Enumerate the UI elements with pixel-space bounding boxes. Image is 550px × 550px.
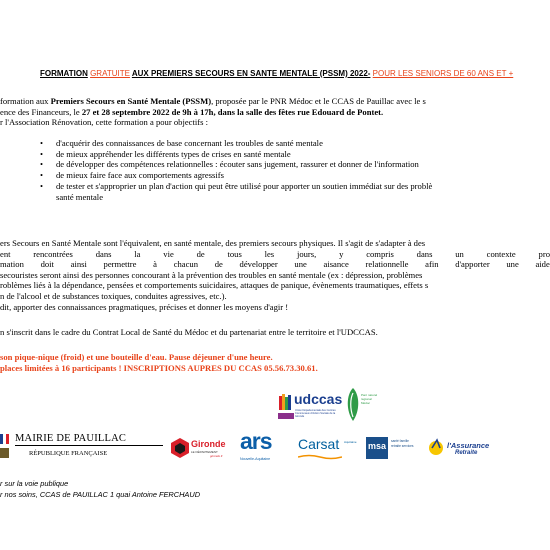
carsat-subtitle: Aquitaine xyxy=(344,440,357,444)
list-item xyxy=(0,181,550,192)
pnr-medoc-logo xyxy=(344,387,380,427)
body-word: dans xyxy=(416,248,433,259)
list-item xyxy=(0,138,550,149)
marianne-logo xyxy=(0,432,9,460)
body-line-justified xyxy=(0,249,550,260)
list-item-text: de développer des compétences relationnelles : écouter sans jugement, rassurer et donner de l'information xyxy=(56,159,419,170)
body-word: de xyxy=(196,248,205,259)
body-word: de xyxy=(214,259,223,270)
body-line: n s'inscrit dans le cadre du Contrat Local de Santé du Médoc et du partenariat entre le territoire et l'UDCCAS. xyxy=(0,327,378,337)
assurance-retraite-icon xyxy=(428,436,448,458)
body-word: vie xyxy=(163,248,174,259)
body-word: permettre xyxy=(103,259,137,270)
title-formation: FORMATION xyxy=(40,69,88,78)
carsat-wave-icon xyxy=(298,454,342,460)
body-word: compris xyxy=(366,248,394,259)
udccas-wordmark: udccas xyxy=(294,391,343,407)
footer-line-2: r nos soins, CCAS de PAUILLAC 1 quai Antoine FERCHAUD xyxy=(0,490,201,499)
pnr-label: Parc naturel régional Médoc xyxy=(361,393,378,405)
intro-pssm: Premiers Secours en Santé Mentale (PSSM) xyxy=(50,96,212,106)
ars-logo xyxy=(240,428,288,466)
body-word: rencontrées xyxy=(33,248,73,259)
gironde-emblem-icon xyxy=(170,437,190,459)
body-word: chacun xyxy=(173,259,199,270)
body-line: dit, apporter des connaissances pragmatiques, précises et donner les moyens d'agir ! xyxy=(0,301,289,312)
body-line: roblèmes liés à la dépendance, pensées et comportements suicidaires, attaques de panique, évènements traumatiques, effets s xyxy=(0,280,429,291)
document-title xyxy=(40,69,513,78)
body-word: aide xyxy=(535,259,550,270)
bullet-icon: • xyxy=(40,170,44,181)
body-word: tous xyxy=(227,248,242,259)
marianne-icon xyxy=(0,432,9,460)
body-word: y xyxy=(339,248,344,259)
assurance-retraite-logo xyxy=(428,436,498,464)
body-word: une xyxy=(294,259,307,270)
body-word: ent xyxy=(0,248,11,259)
body-word: une xyxy=(506,259,519,270)
udccas-subtitle: Union Départementale des Centres Communaux d'Action Sociale de la Gironde xyxy=(295,409,336,418)
body-word: jours, xyxy=(296,248,317,259)
pnr-leaf-icon xyxy=(344,387,362,423)
mairie-divider xyxy=(15,445,163,446)
title-gratuite: GRATUITE xyxy=(90,69,130,78)
list-item-text: de mieux faire face aux comportements agressifs xyxy=(56,170,224,181)
ars-wordmark: ars xyxy=(240,428,272,454)
carsat-wordmark: Carsat xyxy=(298,436,340,452)
intro-dates: 27 et 28 septembre 2022 de 9h à 17h, dans la salle des fêtes rue Edouard de Pontet. xyxy=(81,106,384,117)
list-item xyxy=(0,170,550,181)
body-line-justified xyxy=(0,259,550,270)
body-word: développer xyxy=(239,259,278,270)
bullet-icon: • xyxy=(40,138,44,148)
bullet-icon: • xyxy=(40,148,44,159)
footer-line-1: r sur la voie publique xyxy=(0,479,69,488)
list-item-text: de tester et s'approprier un plan d'action qui peut être utilisé pour apporter un soutien immédiat sur des problè xyxy=(56,180,433,191)
body-word: doit xyxy=(40,259,54,270)
list-item-text: de mieux appréhender les différents types de crises en santé mentale xyxy=(56,148,291,159)
partnership-paragraph xyxy=(0,327,550,338)
intro-text: formation aux xyxy=(0,96,51,106)
gironde-wordmark: Gironde xyxy=(191,439,226,449)
body-word: un xyxy=(455,248,464,259)
gironde-subtitle: LE DÉPARTEMENT xyxy=(191,450,218,454)
ars-subtitle: Nouvelle-Aquitaine xyxy=(240,457,271,461)
notice-lunch: son pique-nique (froid) et une bouteille d'eau. Pause déjeuner d'une heure. xyxy=(0,352,273,362)
body-line: ers Secours en Santé Mentale sont l'équivalent, en santé mentale, des premiers secours physiques. Il s'agit de s'adapter à des xyxy=(0,238,426,248)
udccas-logo xyxy=(278,393,342,423)
body-word: contexte xyxy=(486,248,516,259)
body-word: les xyxy=(264,248,275,259)
title-seniors: POUR LES SENIORS DE 60 ANS ET + xyxy=(372,69,514,78)
intro-text: , proposée par le PNR Médoc et le CCAS de Pauillac avec le s xyxy=(211,96,426,106)
practical-notice xyxy=(0,352,550,374)
objectives-list xyxy=(0,138,550,202)
body-word: pro xyxy=(538,248,550,259)
body-word: mation xyxy=(0,259,24,270)
title-main: AUX PREMIERS SECOURS EN SANTE MENTALE (PSSM) 2022- xyxy=(131,69,371,78)
body-word: aisance xyxy=(323,259,349,270)
mairie-pauillac-label: MAIRIE DE PAUILLAC xyxy=(15,433,127,444)
list-item xyxy=(0,159,550,170)
body-paragraph xyxy=(0,238,550,312)
gironde-logo xyxy=(170,437,232,463)
bullet-icon: • xyxy=(40,180,44,191)
list-item-text: d'acquérir des connaissances de base concernant les troubles de santé mentale xyxy=(56,138,323,148)
bullet-icon: • xyxy=(40,159,44,170)
body-word: ainsi xyxy=(70,259,87,270)
notice-registration: places limitées à 16 participants ! INSCRIPTIONS AUPRES DU CCAS 05.56.73.30.61. xyxy=(0,362,318,373)
body-word: d'apporter xyxy=(455,259,490,270)
list-item-text: santé mentale xyxy=(56,191,104,202)
retraite-wordmark: Retraite xyxy=(455,450,478,456)
msa-wordmark: msa xyxy=(368,441,387,451)
assurance-wordmark: l'Assurance xyxy=(447,441,490,450)
body-word: afin xyxy=(425,259,439,270)
republique-francaise-label: RÉPUBLIQUE FRANÇAISE xyxy=(29,450,108,457)
intro-objectives: r l'Association Rénovation, cette formation a pour objectifs : xyxy=(0,117,208,128)
body-line: n de l'alcool et de substances toxiques, conduites agressives, etc.). xyxy=(0,290,227,301)
msa-logo xyxy=(366,437,426,463)
body-word: relationnelle xyxy=(365,259,409,270)
msa-subtitle: santé famille retraite services xyxy=(391,439,414,448)
list-item-continuation xyxy=(0,192,550,203)
body-word: à xyxy=(153,259,157,270)
gironde-tagline: gironde.fr xyxy=(210,454,223,458)
carsat-logo xyxy=(298,437,362,463)
body-word: dans xyxy=(95,248,112,259)
intro-paragraph xyxy=(0,96,550,128)
body-word: la xyxy=(134,248,141,259)
list-item xyxy=(0,149,550,160)
body-line: secouristes seront ainsi des personnes concourant à la prévention des troubles en santé mentale (ex : dépression, problèmes xyxy=(0,269,423,280)
intro-text: ence des Financeurs, le xyxy=(0,106,82,117)
